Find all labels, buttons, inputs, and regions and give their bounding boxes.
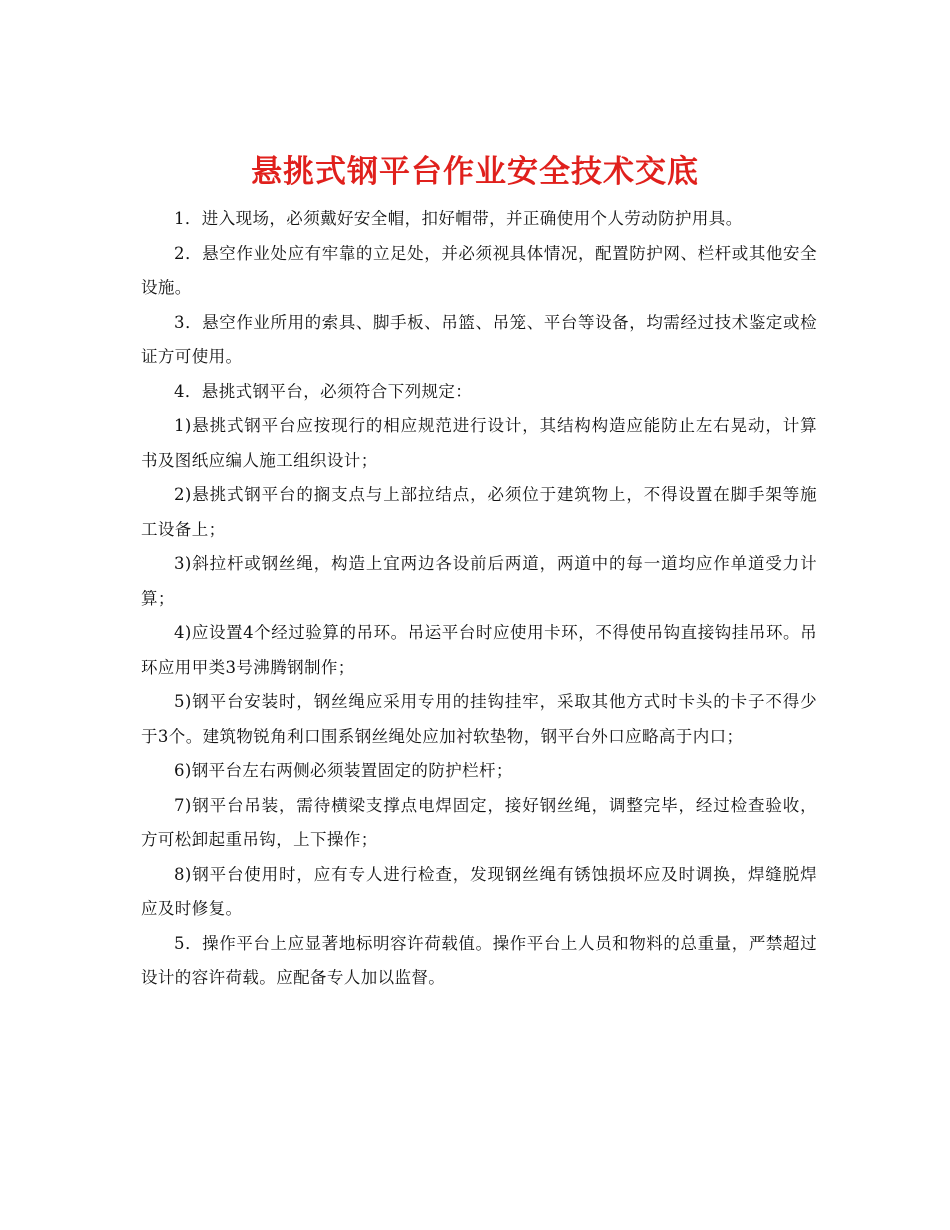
paragraph-5: 5．操作平台上应显著地标明容许荷载值。操作平台上人员和物料的总重量，严禁超过设计的容许荷载。应配备专人加以监督。 bbox=[141, 933, 817, 987]
rule-item-7: 7)钢平台吊装，需待横梁支撑点电焊固定，接好钢丝绳，调整完毕，经过检查验收，方可松卸起重吊钩，上下操作； bbox=[141, 795, 817, 849]
rule-item-1: 1)悬挑式钢平台应按现行的相应规范进行设计，其结构构造应能防止左右晃动，计算书及图纸应编人施工组织设计； bbox=[141, 416, 817, 470]
rule-item-3: 3)斜拉杆或钢丝绳，构造上宜两边各设前后两道，两道中的每一道均应作单道受力计算； bbox=[141, 554, 817, 608]
paragraph-2: 2．悬空作业处应有牢靠的立足处，并必须视具体情况，配置防护网、栏杆或其他安全设施。 bbox=[141, 243, 817, 297]
rule-item-8: 8)钢平台使用时，应有专人进行检查，发现钢丝绳有锈蚀损坏应及时调换，焊缝脱焊应及时修复。 bbox=[141, 864, 817, 918]
rule-item-5: 5)钢平台安装时，钢丝绳应采用专用的挂钩挂牢，采取其他方式时卡头的卡子不得少于3个。建筑物锐角利口围系钢丝绳处应加衬软垫物，钢平台外口应略高于内口； bbox=[141, 692, 817, 746]
page-title: 悬挑式钢平台作业安全技术交底 bbox=[251, 153, 699, 190]
rule-item-2: 2)悬挑式钢平台的搁支点与上部拉结点，必须位于建筑物上，不得设置在脚手架等施工设备上； bbox=[141, 485, 817, 539]
paragraph-1: 1．进入现场，必须戴好安全帽，扣好帽带，并正确使用个人劳动防护用具。 bbox=[174, 209, 743, 228]
rule-item-6: 6)钢平台左右两侧必须装置固定的防护栏杆； bbox=[174, 761, 513, 780]
paragraph-4: 4．悬挑式钢平台，必须符合下列规定： bbox=[174, 381, 473, 401]
rule-item-4: 4)应设置4个经过验算的吊环。吊运平台时应使用卡环，不得使吊钩直接钩挂吊环。吊环应用甲类3号沸腾钢制作； bbox=[141, 623, 817, 677]
paragraph-3: 3．悬空作业所用的索具、脚手板、吊篮、吊笼、平台等设备，均需经过技术鉴定或检证方可使用。 bbox=[141, 312, 817, 366]
document-body bbox=[141, 202, 817, 996]
